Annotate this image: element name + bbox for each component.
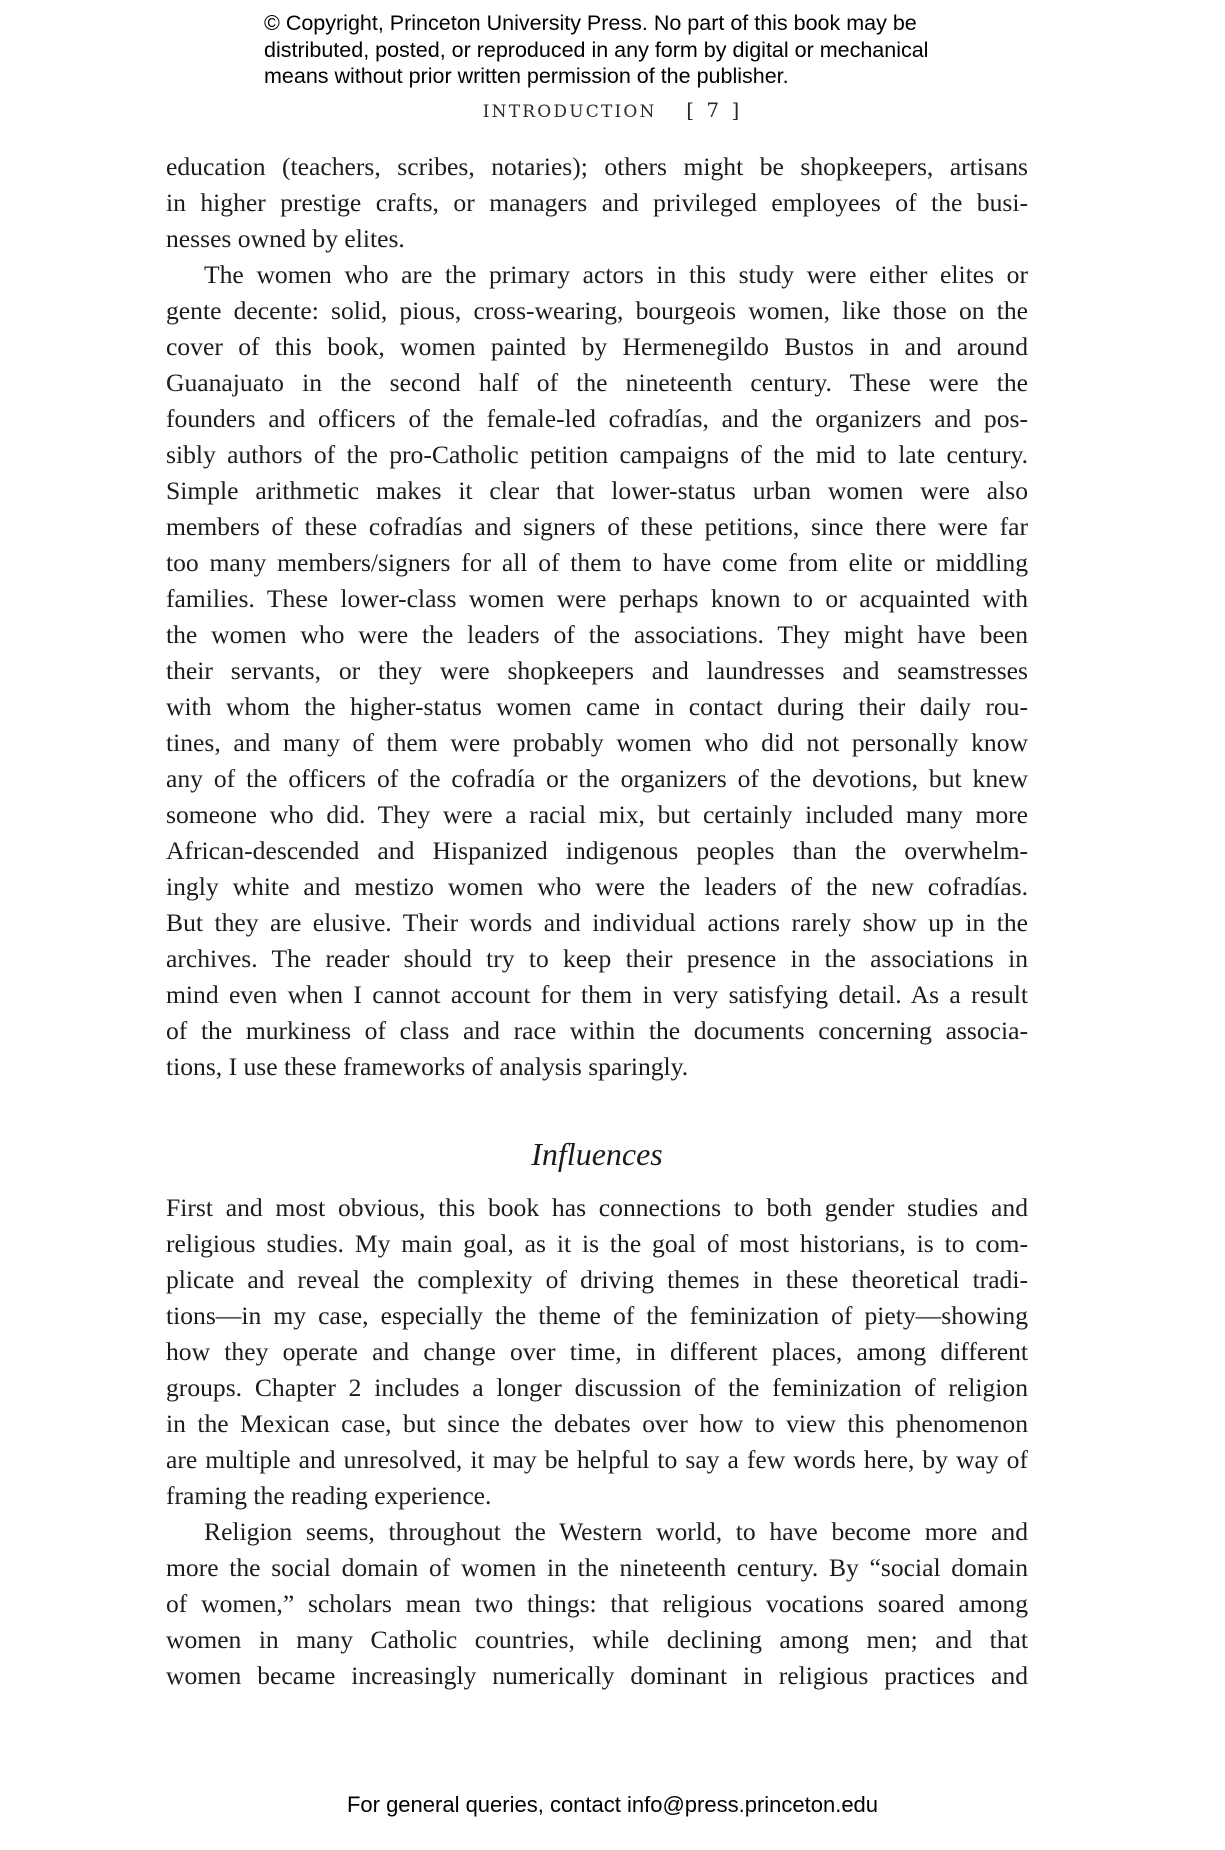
text-line: how they operate and change over time, in different places, among different	[166, 1337, 1028, 1366]
text-line: tions, I use these frameworks of analysis sparingly.	[166, 1052, 689, 1081]
text-line: sibly authors of the pro-Catholic petition campaigns of the mid to late century.	[166, 440, 1028, 469]
text-line: tions—in my case, especially the theme of the feminization of piety—showing	[166, 1301, 1028, 1330]
text-line: families. These lower-class women were perhaps known to or acquainted with	[166, 584, 1028, 613]
copyright-notice	[264, 10, 1024, 90]
text-line: are multiple and unresolved, it may be helpful to say a few words here, by way of	[166, 1445, 1028, 1474]
text-line: of women,” scholars mean two things: that religious vocations soared among	[166, 1589, 1028, 1618]
text-line: African-descended and Hispanized indigenous peoples than the overwhelm-	[166, 836, 1028, 865]
text-line: archives. The reader should try to keep their presence in the associations in	[166, 944, 1028, 973]
copyright-line: © Copyright, Princeton University Press. No part of this book may be	[264, 11, 917, 35]
text-line: too many members/signers for all of them to have come from elite or middling	[166, 548, 1028, 577]
text-line: with whom the higher-status women came in contact during their daily rou-	[166, 692, 1028, 721]
text-line: The women who are the primary actors in this study were either elites or	[204, 260, 1028, 289]
text-line: their servants, or they were shopkeepers and laundresses and seamstresses	[166, 656, 1028, 685]
text-line: members of these cofradías and signers of these petitions, since there were far	[166, 512, 1028, 541]
text-line: someone who did. They were a racial mix, but certainly included many more	[166, 800, 1028, 829]
text-line: plicate and reveal the complexity of driving themes in these theoretical tradi-	[166, 1265, 1028, 1294]
text-line: in higher prestige crafts, or managers and privileged employees of the busi-	[166, 188, 1028, 217]
copyright-line: distributed, posted, or reproduced in any form by digital or mechanical	[264, 37, 929, 62]
text-line: ingly white and mestizo women who were the leaders of the new cofradías.	[166, 872, 1028, 901]
text-line: more the social domain of women in the nineteenth century. By “social domain	[166, 1553, 1028, 1582]
running-head-title: INTRODUCTION	[482, 102, 657, 122]
text-line: Religion seems, throughout the Western world, to have become more and	[204, 1517, 1028, 1546]
page-number: [ 7 ]	[686, 98, 743, 122]
paragraph	[166, 1514, 1028, 1694]
text-line: any of the officers of the cofradía or the organizers of the devotions, but knew	[166, 764, 1028, 793]
text-line: But they are elusive. Their words and individual actions rarely show up in the	[166, 908, 1028, 937]
text-line: of the murkiness of class and race within the documents concerning associa-	[166, 1016, 1028, 1045]
text-line: tines, and many of them were probably women who did not personally know	[166, 728, 1028, 757]
copyright-line: means without prior written permission of the publisher.	[264, 64, 789, 88]
text-line: nesses owned by elites.	[166, 224, 405, 253]
text-line: mind even when I cannot account for them in very satisfying detail. As a result	[166, 980, 1028, 1009]
text-line: Guanajuato in the second half of the nineteenth century. These were the	[166, 368, 1028, 397]
footer-contact: For general queries, contact info@press.princeton.edu	[346, 1792, 879, 1817]
text-line: women became increasingly numerically dominant in religious practices and	[166, 1661, 1028, 1690]
text-line: cover of this book, women painted by Hermenegildo Bustos in and around	[166, 332, 1028, 361]
text-line: women in many Catholic countries, while declining among men; and that	[166, 1625, 1028, 1654]
text-line: the women who were the leaders of the associations. They might have been	[166, 620, 1028, 649]
text-line: framing the reading experience.	[166, 1481, 492, 1510]
running-head	[0, 98, 1225, 122]
body-text	[166, 149, 1028, 1694]
text-line: founders and officers of the female-led cofradías, and the organizers and pos-	[166, 404, 1028, 433]
text-line: religious studies. My main goal, as it is the goal of most historians, is to com-	[166, 1229, 1028, 1258]
paragraph	[166, 1190, 1028, 1514]
text-line: gente decente: solid, pious, cross-wearing, bourgeois women, like those on the	[166, 296, 1028, 325]
text-line: in the Mexican case, but since the debates over how to view this phenomenon	[166, 1409, 1028, 1438]
text-line: groups. Chapter 2 includes a longer discussion of the feminization of religion	[166, 1373, 1028, 1402]
text-line: Simple arithmetic makes it clear that lower-status urban women were also	[166, 476, 1028, 505]
text-line: First and most obvious, this book has connections to both gender studies and	[166, 1193, 1028, 1222]
section-heading: Influences	[531, 1136, 663, 1172]
paragraph	[166, 257, 1028, 1085]
paragraph	[166, 149, 1028, 257]
text-line: education (teachers, scribes, notaries); others might be shopkeepers, artisans	[166, 152, 1028, 181]
